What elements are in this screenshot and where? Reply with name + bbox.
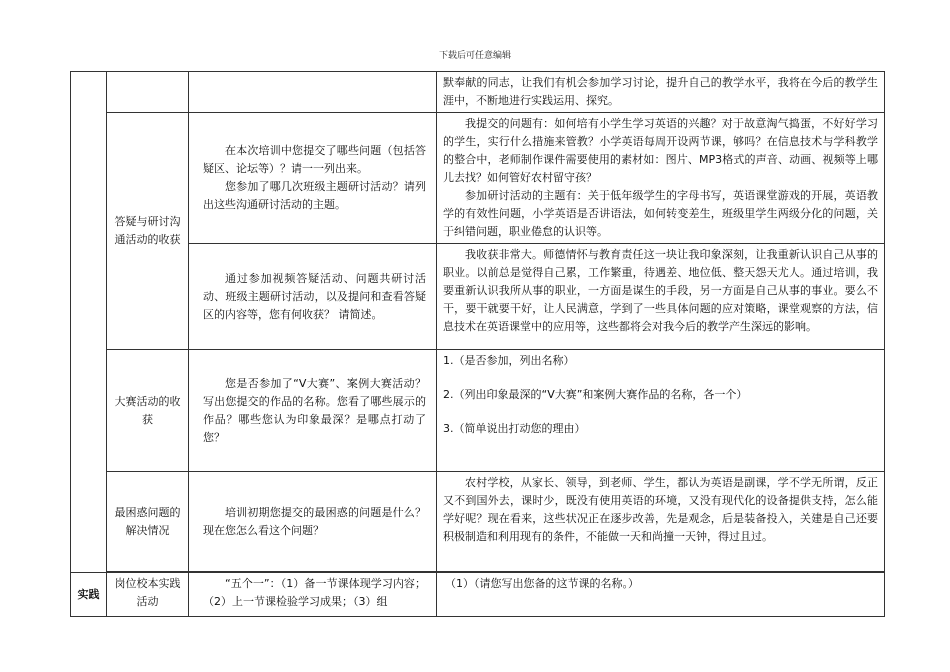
qa-answer-2: 参加研讨活动的主题有：关于低年级学生的字母书写，英语课堂游戏的开展，英语教学的有效性问题，小学英语是否讲语法，如何转变差生，班级里学生两级分化的问题，关于纠错问题，职业倦怠的认识等。 <box>443 189 878 238</box>
page-header-note: 下载后可任意编辑 <box>438 51 511 61</box>
category-puzzle: 最困惑问题的解决情况 <box>107 472 189 572</box>
qa-prompt-1: 在本次培训中您提交了哪些问题（包括答疑区、论坛等）？请一一列出来。 <box>203 144 426 175</box>
prompt-cell <box>189 244 437 350</box>
section-cell-blank <box>71 72 107 573</box>
contest-prompt: 您是否参加了“V大赛”、案例大赛活动？写出您提交的作品的名称。您看了哪些展示的作品？哪些您认为印象最深？是哪点打动了您？ <box>203 376 426 444</box>
answer-cell[interactable] <box>437 113 885 244</box>
prompt-cell-blank <box>189 72 437 113</box>
table-row <box>71 72 885 113</box>
answer-cell[interactable] <box>437 472 885 572</box>
prompt-cell <box>189 573 437 617</box>
prompt-cell <box>189 113 437 244</box>
table-row <box>71 113 885 244</box>
contest-item-2: 2.（列出印象最深的“V大赛”和案例大赛作品的名称，各一个） <box>443 388 748 401</box>
table-row <box>71 472 885 572</box>
prompt-cell <box>189 472 437 572</box>
puzzle-answer: 农村学校，从家长、领导，到老师、学生，都认为英语是副课，学不学无所谓，反正又不到国外去，课时少，既没有使用英语的环境，又没有现代化的设备提供支持，怎么能学好呢？现在看来，这些状况正在逐步改善，先是观念，后是装备投入，关建是自己还要积极制造和利用现有的条件，不能做一天和尚撞一天钟，得过且过。 <box>443 476 878 543</box>
answer-cell[interactable] <box>437 350 885 472</box>
video-prompt: 通过参加视频答疑活动、问题共研讨活动、班级主题研讨活动，以及提问和查看答疑区的内容等，您有何收获？ 请简述。 <box>203 271 426 321</box>
contest-item-1: 1.（是否参加，列出名称） <box>443 354 575 367</box>
qa-answer-1: 我提交的问题有：如何培有小学生学习英语的兴趣？对于故意淘气捣蛋，不好好学习的学生，实行什么措施来管教？小学英语每周开设两节课，够吗？在信息技术与学科教学的整合中，老师制作课件需要使用的素材如：图片、MP3格式的声音、动画、视频等上哪儿去找？如何管好农村留守孩？ <box>443 117 878 184</box>
practice-prompt: “五个一”：（1）备一节课体现学习内容；（2）上一节课检验学习成果；（3）组 <box>203 577 426 608</box>
category-qa: 答疑与研讨沟通活动的收获 <box>107 113 189 350</box>
answer-cell[interactable] <box>437 573 885 617</box>
qa-prompt-2: 您参加了哪几次班级主题研讨活动？请列出这些沟通研讨活动的主题。 <box>203 180 426 211</box>
section-label-practice: 实践 <box>71 573 107 617</box>
category-practice: 岗位校本实践活动 <box>107 573 189 617</box>
carryover-answer: 默奉献的同志，让我们有机会参加学习讨论，提升自己的教学水平，我将在今后的教学生涯中，不断地进行实践运用、探究。 <box>443 76 878 107</box>
contest-item-3: 3.（简单说出打动您的理由） <box>443 422 586 435</box>
practice-answer: （1）（请您写出您备的这节课的名称。） <box>445 577 639 590</box>
table-row <box>71 244 885 350</box>
training-report-table <box>70 71 885 617</box>
video-answer: 我收获非常大。师德情怀与教育责任这一块让我印象深刻，让我重新认识自己从事的职业。以前总是觉得自己累，工作繁重，待遇差、地位低、整天怨天尤人。通过培训，我要重新认识我所从事的职业，一方面是谋生的手段，另一方面是自己从事的事业。要么不干，要干就要干好，让人民满意，学到了一些具体问题的应对策略，课堂观察的方法，信息技术在英语课堂中的应用等，这些都将会对我今后的教学产生深远的影响。 <box>443 248 878 333</box>
category-cell-blank <box>107 72 189 113</box>
table-row <box>71 350 885 472</box>
prompt-cell <box>189 350 437 472</box>
answer-cell[interactable] <box>437 72 885 113</box>
table-row <box>71 573 885 617</box>
answer-cell[interactable] <box>437 244 885 350</box>
category-contest: 大赛活动的收获 <box>107 350 189 472</box>
puzzle-prompt: 培训初期您提交的最困惑的问题是什么？现在您怎么看这个问题？ <box>203 505 426 537</box>
